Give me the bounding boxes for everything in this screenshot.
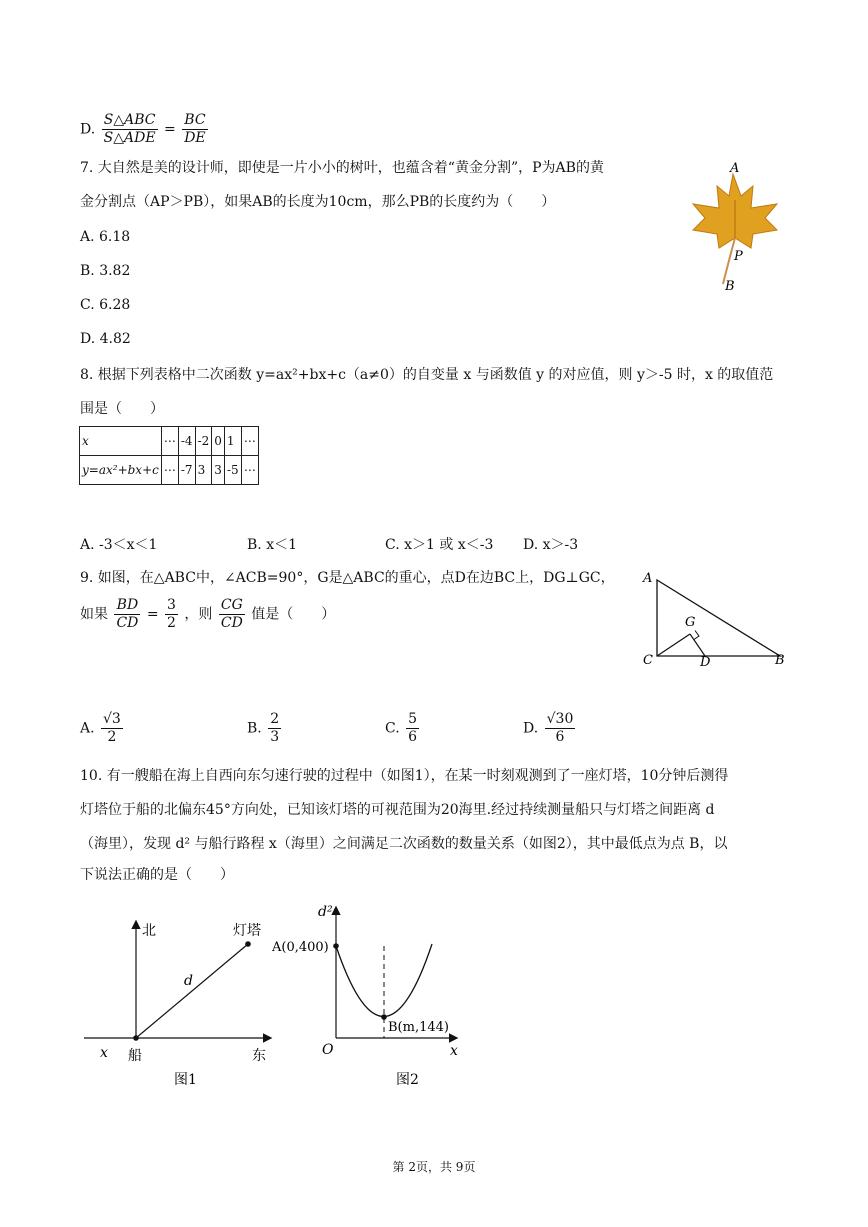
q6-option-d-rhs-fraction xyxy=(182,112,207,147)
fig2-origin-label: O xyxy=(322,1042,334,1058)
q9-option-a-label: A. xyxy=(80,720,95,737)
q9-label-b: B xyxy=(775,653,785,668)
q9-option-c-fraction xyxy=(406,711,419,746)
lighthouse-point xyxy=(245,941,251,947)
q9-option-c-label: C. xyxy=(385,720,400,737)
q6-option-d-label: D. xyxy=(80,121,96,138)
q6-option-d-equals: = xyxy=(164,121,176,138)
q9-label-g: G xyxy=(685,615,696,630)
q10-figure-2 xyxy=(270,898,470,1095)
table-cell: 1 xyxy=(224,427,241,456)
right-angle-mark xyxy=(694,631,699,640)
q8-stem-line2: 围是（ ） xyxy=(80,401,164,417)
q7-option-b: B. 3.82 xyxy=(80,263,131,279)
fig1-ship-label: 船 xyxy=(128,1048,142,1064)
fig2-caption: 图2 xyxy=(396,1072,419,1088)
parabola-curve xyxy=(336,944,432,1017)
q8-option-b: B. x＜1 xyxy=(247,537,297,553)
q9-frac2-num: 3 xyxy=(167,597,176,613)
triangle-abc xyxy=(657,580,780,656)
q7-option-d: D. 4.82 xyxy=(80,331,131,347)
q9-frac1-den: CD xyxy=(116,615,139,631)
ship-point xyxy=(133,1035,139,1041)
q6-option-d-lhs-num: S△ABC xyxy=(102,112,158,130)
q9-option-b xyxy=(247,711,283,746)
table-row xyxy=(80,427,259,456)
table-cell: 0 xyxy=(212,427,225,456)
q9-line2-prefix: 如果 xyxy=(80,606,108,623)
q7-stem-line1: 7. 大自然是美的设计师，即使是一片小小的树叶，也蕴含着“黄金分割”，P为AB的黄 xyxy=(80,160,604,176)
q10-stem-line1: 10. 有一艘船在海上自西向东匀速行驶的过程中（如图1），在某一时刻观测到了一座灯塔，10分钟后测得 xyxy=(80,768,729,784)
q6-option-d-rhs-num: BC xyxy=(182,112,207,130)
fig2-xaxis-label: x xyxy=(450,1043,458,1059)
fig2-point-a-label: A(0,400) xyxy=(272,940,329,955)
q10-stem-line3: （海里），发现 d² 与船行路程 x（海里）之间满足二次函数的数量关系（如图2），其中最低点为点 B，以 xyxy=(80,836,728,852)
fig1-lighthouse-label: 灯塔 xyxy=(233,923,261,939)
q9-stem-line2 xyxy=(80,597,335,632)
segment-cg xyxy=(657,634,690,656)
table-cell: x xyxy=(80,427,162,456)
q8-value-table xyxy=(79,426,259,485)
q9-option-d xyxy=(523,711,577,746)
q6-option-d-rhs-den: DE xyxy=(184,130,206,146)
q9-option-c-num: 5 xyxy=(408,711,418,727)
fig1-d-label: d xyxy=(184,973,193,989)
q9-option-c-den: 6 xyxy=(408,729,418,745)
fig1-x-label: x xyxy=(100,1045,108,1061)
q9-line2-mid: ，则 xyxy=(184,606,213,623)
fig2-yaxis-label: d² xyxy=(318,904,333,920)
q9-frac1-num: BD xyxy=(114,597,140,615)
q7-option-a: A. 6.18 xyxy=(80,229,131,245)
q7-label-b: B xyxy=(725,279,735,294)
q6-option-d-lhs-den: S△ADE xyxy=(103,130,156,146)
q9-option-a-fraction xyxy=(101,711,123,746)
table-cell: 3 xyxy=(195,456,212,485)
page-footer: 第 2页，共 9页 xyxy=(392,1160,476,1174)
q9-option-d-fraction xyxy=(545,711,576,746)
q9-option-a xyxy=(80,711,125,746)
table-cell: -5 xyxy=(224,456,241,485)
table-cell: ⋯ xyxy=(161,456,178,485)
table-cell: -7 xyxy=(178,456,195,485)
q8-option-c: C. x＞1 或 x＜-3 xyxy=(385,537,494,553)
q9-option-d-label: D. xyxy=(523,720,539,737)
q9-option-b-den: 3 xyxy=(270,729,280,745)
distance-line-d xyxy=(136,944,248,1038)
q9-option-a-num: √3 xyxy=(103,711,121,727)
q9-option-b-label: B. xyxy=(247,720,262,737)
table-cell: ⋯ xyxy=(241,456,258,485)
table-row xyxy=(80,456,259,485)
q9-equals: = xyxy=(146,606,159,623)
table-cell: -2 xyxy=(195,427,212,456)
q9-frac3-den: CD xyxy=(220,615,243,631)
q9-frac2-den: 2 xyxy=(167,615,176,631)
table-cell: ⋯ xyxy=(241,427,258,456)
q9-fraction-3-2 xyxy=(165,597,178,632)
q7-label-a: A xyxy=(730,161,740,176)
q6-option-d xyxy=(80,112,210,147)
table-cell: ⋯ xyxy=(161,427,178,456)
fig1-caption: 图1 xyxy=(174,1072,197,1088)
q6-option-d-lhs-fraction xyxy=(102,112,158,147)
q8-option-a: A. -3＜x＜1 xyxy=(80,537,158,553)
table-cell: y=ax²+bx+c xyxy=(80,456,162,485)
q9-label-d: D xyxy=(700,655,711,670)
q10-figure-1 xyxy=(80,910,280,1095)
q9-label-c: C xyxy=(643,653,653,668)
q9-triangle-figure xyxy=(635,568,795,673)
q9-label-a: A xyxy=(643,571,653,586)
q9-stem-line1: 9. 如图，在△ABC中，∠ACB=90°，G是△ABC的重心，点D在边BC上，DG⊥GC， xyxy=(80,570,615,586)
q7-stem-line2: 金分割点（AP＞PB），如果AB的长度为10cm，那么PB的长度约为（ ） xyxy=(80,194,556,210)
q8-option-d: D. x＞-3 xyxy=(523,537,579,553)
q9-fraction-bd-cd xyxy=(114,597,140,632)
fig2-point-b-label: B(m,144) xyxy=(388,1020,449,1035)
q9-frac3-num: CG xyxy=(219,597,245,615)
q9-option-d-num: √30 xyxy=(546,711,574,727)
q10-stem-line4: 下说法正确的是（ ） xyxy=(80,867,234,883)
q9-option-d-den: 6 xyxy=(555,729,565,745)
q9-option-a-den: 2 xyxy=(107,729,117,745)
table-cell: 3 xyxy=(212,456,225,485)
q9-option-b-fraction xyxy=(268,711,281,746)
point-b xyxy=(381,1014,387,1020)
q9-line2-suffix: 值是（ ） xyxy=(251,606,336,623)
q7-option-c: C. 6.28 xyxy=(80,297,131,313)
q8-stem-line1: 8. 根据下列表格中二次函数 y=ax²+bx+c（a≠0）的自变量 x 与函数值 y 的对应值，则 y＞-5 时，x 的取值范 xyxy=(80,367,774,383)
fig1-north-label: 北 xyxy=(142,923,156,939)
q9-option-b-num: 2 xyxy=(270,711,280,727)
q10-stem-line2: 灯塔位于船的北偏东45°方向处，已知该灯塔的可视范围为20海里.经过持续测量船只与灯塔之间距离 d xyxy=(80,802,715,818)
table-cell: -4 xyxy=(178,427,195,456)
fig1-east-label: 东 xyxy=(252,1048,266,1064)
point-a xyxy=(333,943,339,949)
q9-fraction-cg-cd xyxy=(219,597,245,632)
q9-option-c xyxy=(385,711,421,746)
q7-maple-leaf-figure xyxy=(685,160,785,295)
q7-label-p: P xyxy=(734,249,743,264)
